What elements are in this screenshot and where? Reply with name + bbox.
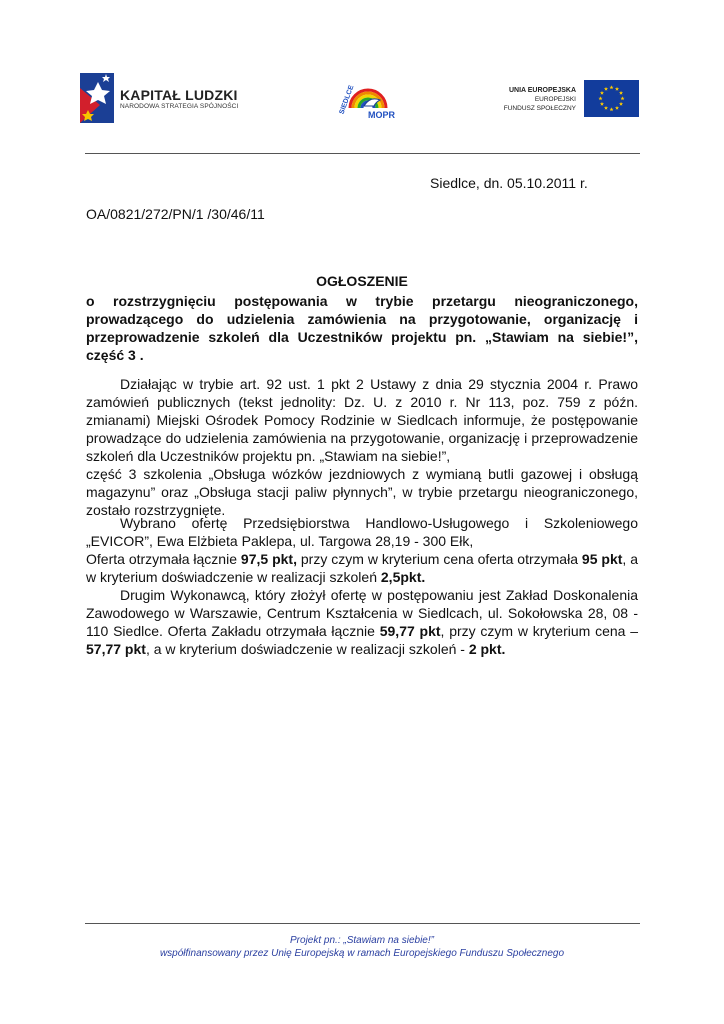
eu-line-2: EUROPEJSKI	[534, 96, 576, 103]
eu-flag-icon	[584, 80, 639, 117]
p4-total-points: 97,5 pkt,	[240, 551, 297, 567]
p4-experience-points: 2,5pkt.	[380, 569, 426, 585]
p4-text-c: przy czym w kryterium cena oferta otrzymała	[296, 551, 582, 567]
p5-experience-points: 2 pkt.	[468, 641, 506, 657]
document-reference: OA/0821/272/PN/1 /30/46/11	[86, 206, 265, 222]
p5-price-points: 57,77 pkt	[86, 641, 146, 657]
eu-line-3: FUNDUSZ SPOŁECZNY	[503, 105, 576, 112]
header-divider	[85, 153, 640, 154]
p5-text-c: , przy czym w kryterium cena –	[440, 623, 638, 639]
document-date: Siedlce, dn. 05.10.2011 r.	[430, 175, 588, 191]
p5-total-points: 59,77 pkt	[379, 623, 441, 639]
document-subtitle: o rozstrzygnięciu postępowania w trybie przetargu nieograniczonego, prowadzącego do udzielenia zamówienia na przygotowanie, organizację i przeprowadzenie szkoleń dla Uczestników projektu pn. „Stawiam na siebie!”, część 3 .	[86, 293, 638, 363]
paragraph-5	[86, 586, 638, 658]
paragraph-1: Działając w trybie art. 92 ust. 1 pkt 2 Ustawy z dnia 29 stycznia 2004 r. Prawo zamówień publicznych (tekst jednolity: Dz. U. z 2010 r. Nr 113, poz. 759 z późn. zmianami) Miejski Ośrodek Pomocy Rodzinie w Siedlcach informuje, że postępowanie prowadzące do udzielenia zamówienia na przygotowanie, organizację i przeprowadzenie szkoleń dla Uczestników projektu pn. „Stawiam na siebie!”,	[86, 376, 638, 464]
eu-line-1: UNIA EUROPEJSKA	[508, 87, 576, 94]
p5-text-e: , a w kryterium doświadczenie w realizacji szkoleń -	[145, 641, 469, 657]
paragraph-4	[86, 550, 638, 586]
p4-price-points: 95 pkt	[581, 551, 623, 567]
p4-text-e: , a w kryterium doświadczenie w realizacji szkoleń	[86, 551, 638, 585]
paragraph-3: Wybrano ofertę Przedsiębiorstwa Handlowo-Usługowego i Szkoleniowego „EVICOR”, Ewa Elżbieta Paklepa, ul. Targowa 28,19 - 300 Ełk,	[86, 515, 638, 549]
p4-text-a: Oferta otrzymała łącznie	[86, 551, 241, 567]
p5-text-a: Drugim Wykonawcą, który złożył ofertę w postępowaniu jest Zakład Doskonalenia Zawodowego w Warszawie, Centrum Kształcenia w Siedlcach, ul. Sokołowska 28, 08 - 110 Siedlce. Oferta Zakładu otrzymała łącznie	[86, 587, 638, 639]
eu-text	[470, 86, 576, 113]
footer-divider	[85, 923, 640, 924]
footer	[86, 934, 638, 960]
mopr-siedlce-text: SIEDLCE	[338, 84, 356, 116]
mopr-text: MOPR	[368, 110, 395, 120]
footer-line-2: współfinansowany przez Unię Europejską w ramach Europejskiego Funduszu Społecznego	[159, 948, 565, 959]
kapital-ludzki-text	[120, 87, 238, 110]
paragraph-2: część 3 szkolenia „Obsługa wózków jezdniowych z wymianą butli gazowej i obsługą magazynu” oraz „Obsługa stacji paliw płynnych”, w trybie przetargu nieograniczonego, zostało rozstrzygnięte.	[86, 466, 638, 518]
mopr-logo	[336, 74, 400, 120]
kapital-ludzki-title: KAPITAŁ LUDZKI	[120, 87, 238, 103]
document-title: OGŁOSZENIE	[316, 273, 408, 289]
footer-line-1: Projekt pn.: „Stawiam na siebie!”	[290, 935, 434, 946]
kapital-ludzki-subtitle: NARODOWA STRATEGIA SPÓJNOŚCI	[120, 103, 239, 110]
